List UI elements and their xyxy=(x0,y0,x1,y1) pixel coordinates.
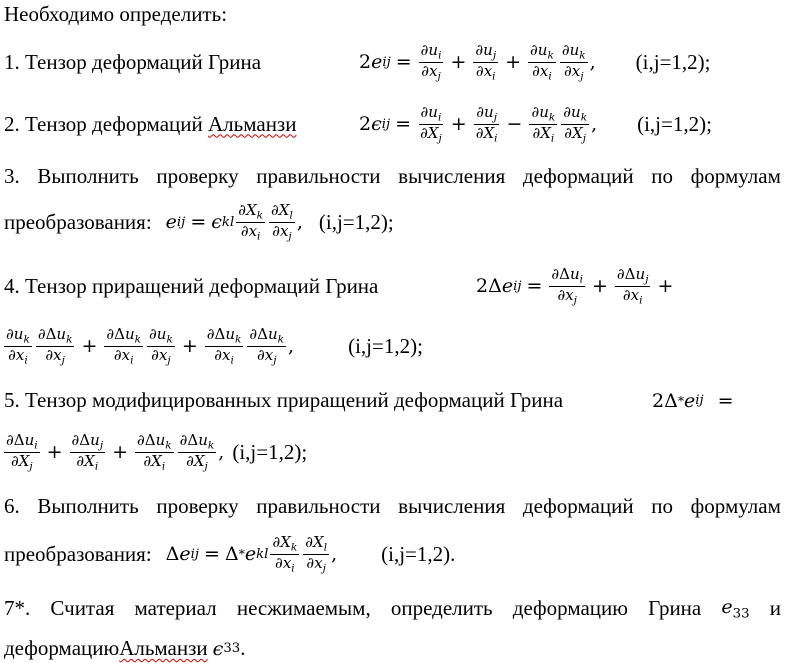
item-7-word: материал xyxy=(134,596,217,621)
item-7-word: несжимаемым, xyxy=(236,596,371,621)
formula-modified-increment-a: 2Δ * e ij = xyxy=(652,389,734,412)
formula-modified-increment-b: $\frac{\partial\Delta u_i}{\partial X_j}$ + $\frac{\partial\Delta u_j}{\partial X_i}$ + $\frac{\partial\Delta u_k}{\partial X_i}$ $\frac{\partial\Delta u_k}{\partial X_j}$ , xyxy=(6,430,225,473)
item-1 xyxy=(4,40,711,83)
item-7-line-1 xyxy=(4,596,781,622)
item-6-line-2-label: преобразования: xyxy=(4,541,152,566)
item-6-word: вычисления xyxy=(398,494,506,518)
heading xyxy=(4,2,227,27)
item-6-word: по xyxy=(651,494,674,518)
item-7-word: 7*. xyxy=(4,596,31,621)
item-3-word: вычисления xyxy=(398,164,506,188)
item-3-word: 3. xyxy=(4,164,20,188)
item-7-word: деформацию xyxy=(512,596,628,621)
item-7-almansi: Альманзи xyxy=(119,636,208,660)
item-3-line-2 xyxy=(4,200,394,243)
heading-text: Необходимо определить: xyxy=(4,2,228,26)
item-7-line-2-label: деформацию xyxy=(4,636,120,660)
item-7-word: определить xyxy=(390,596,493,621)
item-5-condition: (i,j=1,2); xyxy=(232,439,308,464)
item-3-word: формулам xyxy=(690,164,781,188)
item-6-word: Выполнить xyxy=(37,494,139,518)
item-6-word: формулам xyxy=(690,494,781,518)
item-3-word: деформаций xyxy=(522,164,634,188)
item-3-word: Выполнить xyxy=(37,164,139,188)
formula-almansi-strain: 2 ϵ ij = $\frac{\partial u_i}{\partial X_j}$ + $\frac{\partial u_j}{\partial X_i}$ − $\frac{\partial u_k}{\partial X_i}$ $\frac{\partial u_k}{\partial X_j}$ , xyxy=(359,102,598,145)
item-7-line-2 xyxy=(4,636,245,661)
item-6-word: проверку xyxy=(156,494,239,518)
item-3-word: по xyxy=(651,164,674,188)
item-2-label-almansi: Альманзи xyxy=(208,111,297,136)
item-7-word: Грина xyxy=(648,596,702,621)
item-3-condition: (i,j=1,2); xyxy=(318,209,394,234)
item-6-word: деформаций xyxy=(522,494,634,518)
formula-green-increment-b: $\frac{\partial u_k}{\partial x_i}$ $\frac{\partial\Delta u_k}{\partial x_j}$ + $\frac{\partial\Delta u_k}{\partial x_i}$ $\frac{\partial u_k}{\partial x_j}$ + $\frac{\partial\Delta u_k}{\partial x_i}$ $\frac{\partial\Delta u_k}{\partial x_j}$ , xyxy=(6,324,295,367)
formula-green-strain: 2 e ij = $\frac{\partial u_i}{\partial x_j}$ + $\frac{\partial u_j}{\partial x_i}$ + $\frac{\partial u_k}{\partial x_i}$ $\frac{\partial u_k}{\partial x_j}$ , xyxy=(359,40,596,83)
formula-e33: $e_{33}$ xyxy=(721,596,750,622)
item-6-line-1 xyxy=(4,494,781,519)
item-7-period: . xyxy=(240,636,246,660)
formula-transformation-2: Δ e ij = Δ * e kl $\frac{\partial X_k}{\partial x_i}$ $\frac{\partial X_l}{\partial x_j}$ , xyxy=(165,532,338,575)
item-6-word: правильности xyxy=(256,494,381,518)
item-3-line-1 xyxy=(4,164,781,189)
formula-transformation-1: e ij = ϵ kl $\frac{\partial X_k}{\partial x_i}$ $\frac{\partial X_l}{\partial x_j}$ , xyxy=(165,200,303,243)
item-5-label: 5. Тензор модифицированных приращений деформаций Грина xyxy=(4,388,564,412)
item-4-line-1 xyxy=(4,264,678,307)
item-7-conjunction: и xyxy=(769,596,781,621)
item-4-line-2 xyxy=(4,326,423,366)
item-1-condition: (i,j=1,2); xyxy=(635,49,711,74)
item-4-label: 4. Тензор приращений деформаций Грина xyxy=(4,273,379,298)
item-3-line-2-label: преобразования: xyxy=(4,209,152,234)
item-5-line-2 xyxy=(4,432,307,472)
item-2-label: 2. Тензор деформаций xyxy=(4,111,208,136)
formula-epsilon33: ϵ 33 xyxy=(212,637,241,660)
item-3-word: проверку xyxy=(156,164,239,188)
formula-green-increment-a: 2Δ e ij = $\frac{\partial\Delta u_i}{\partial x_j}$ + $\frac{\partial\Delta u_j}{\partial x_i}$ + xyxy=(476,264,674,307)
item-7-word: Считая xyxy=(50,596,115,621)
item-6-word: 6. xyxy=(4,494,20,518)
item-2 xyxy=(4,102,712,145)
item-4-condition: (i,j=1,2); xyxy=(348,333,423,358)
item-6-condition: (i,j=1,2). xyxy=(381,541,456,566)
item-3-word: правильности xyxy=(256,164,381,188)
item-1-label: 1. Тензор деформаций Грина xyxy=(4,49,262,74)
item-6-line-2 xyxy=(4,532,456,575)
item-2-condition: (i,j=1,2); xyxy=(637,111,712,136)
item-5-line-1 xyxy=(4,388,739,413)
